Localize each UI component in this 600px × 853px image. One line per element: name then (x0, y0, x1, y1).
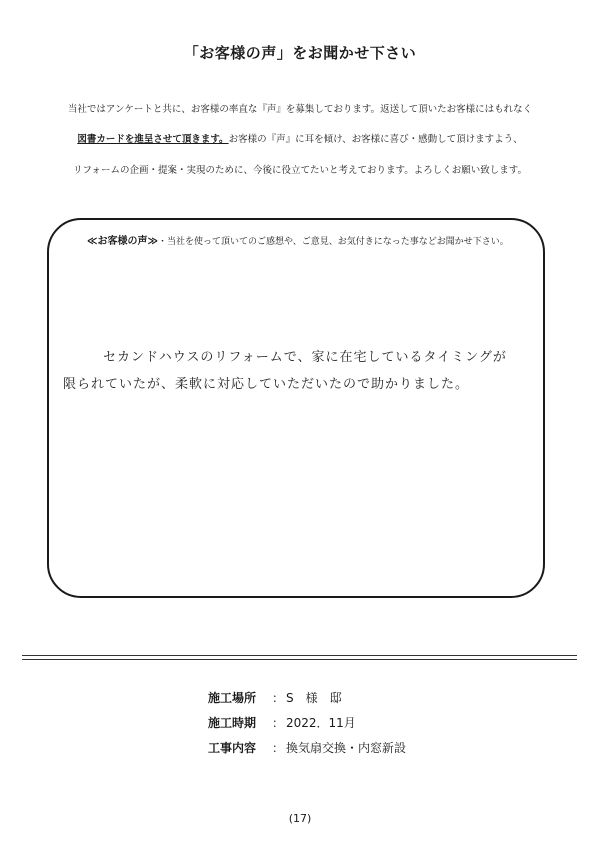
page-title: 「お客様の声」をお聞かせ下さい (183, 44, 417, 62)
location-value: S 様 邸 (286, 691, 342, 705)
voice-box-header (87, 232, 509, 247)
intro-line-1: 当社ではアンケートと共に、お客様の率直な『声』を募集しております。返送して頂いたお客様にはもれなく (67, 104, 533, 115)
info-row-work (208, 739, 406, 756)
page-number: (17) (288, 812, 312, 825)
customer-voice-box (47, 218, 545, 598)
voice-box-heading: ≪お客様の声≫ (87, 236, 158, 247)
work-value: 換気扇交換・内窓新設 (286, 741, 407, 755)
double-divider-top (22, 655, 577, 656)
location-label: 施工場所 (208, 691, 257, 705)
intro-line-2-rest: お客様の『声』に耳を傾け、お客様に喜び・感動して頂けますよう、 (228, 134, 523, 145)
double-divider-bottom (22, 659, 577, 660)
intro-line-2 (0, 131, 600, 145)
intro-emphasis: 図書カードを進呈させて頂きます。 (77, 134, 229, 145)
info-row-location (208, 689, 342, 706)
colon: ： (272, 741, 285, 755)
intro-line-3: リフォームの企画・提案・実現のために、今後に役立てたいと考えております。よろしくお願い致します。 (72, 165, 527, 176)
voice-box-subheading: ・当社を使って頂いてのご感想や、ご意見、お気付きになった事などお聞かせ下さい。 (157, 237, 509, 247)
handwritten-comment-line-2: 限られていたが、柔軟に対応していただいたので助かりました。 (63, 377, 470, 392)
work-label: 工事内容 (208, 741, 257, 755)
handwritten-comment-line-1: セカンドハウスのリフォームで、家に在宅しているタイミングが (103, 350, 507, 365)
period-value: 2022．11月 (286, 716, 356, 730)
period-label: 施工時期 (208, 716, 257, 730)
colon: ： (272, 716, 285, 730)
info-row-period (208, 714, 356, 731)
colon: ： (272, 691, 285, 705)
